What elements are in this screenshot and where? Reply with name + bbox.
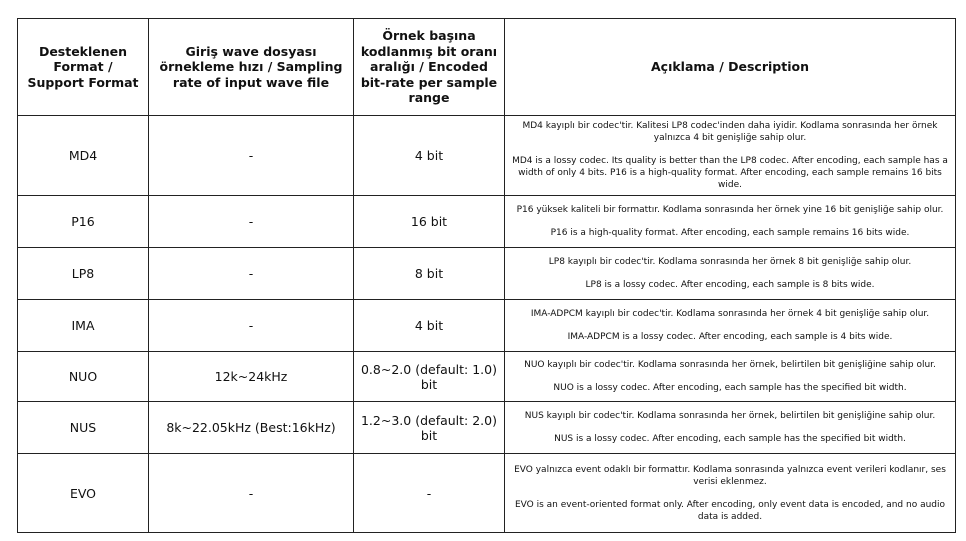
- header-row: [18, 19, 956, 116]
- bit-rate-cell: 1.2~3.0 (default: 2.0) bit: [354, 402, 505, 454]
- header-format: Desteklenen Format / Support Format: [18, 19, 149, 116]
- description-tr: IMA-ADPCM kayıplı bir codec'tir. Kodlama sonrasında her örnek 4 bit genişliğe sahip olur.: [530, 309, 930, 319]
- description-en: LP8 is a lossy codec. After encoding, each sample is 8 bits wide.: [585, 280, 875, 290]
- format-cell: IMA: [18, 300, 149, 352]
- format-cell: NUS: [18, 402, 149, 454]
- sampling-rate-cell: -: [149, 116, 354, 196]
- table-row-nuo: [18, 352, 956, 402]
- format-cell: LP8: [18, 248, 149, 300]
- header-description: Açıklama / Description: [505, 19, 956, 116]
- bit-rate-cell: 8 bit: [354, 248, 505, 300]
- supported-formats-table: [17, 18, 956, 533]
- description-cell: [505, 300, 956, 352]
- sampling-rate-cell: -: [149, 300, 354, 352]
- description-en: EVO is an event-oriented format only. After encoding, only event data is encoded, and no audio data is added.: [514, 499, 946, 522]
- table-row-p16: [18, 196, 956, 248]
- header-bit-rate: Örnek başına kodlanmış bit oranı aralığı / Encoded bit-rate per sample range: [354, 19, 505, 116]
- description-cell: [505, 248, 956, 300]
- description-tr: MD4 kayıplı bir codec'tir. Kalitesi LP8 codec'inden daha iyidir. Kodlama sonrasında her örnek yalnızca 4 bit genişliğe sahip olur.: [522, 121, 938, 143]
- sampling-rate-cell: 12k~24kHz: [149, 352, 354, 402]
- format-cell: P16: [18, 196, 149, 248]
- table-row-ima: [18, 300, 956, 352]
- bit-rate-cell: 16 bit: [354, 196, 505, 248]
- bit-rate-cell: 4 bit: [354, 300, 505, 352]
- description-cell: [505, 454, 956, 533]
- description-en: IMA-ADPCM is a lossy codec. After encoding, each sample is 4 bits wide.: [567, 332, 893, 342]
- format-cell: MD4: [18, 116, 149, 196]
- description-tr: EVO yalnızca event odaklı bir formattır. Kodlama sonrasında yalnızca event verileri kodlanır, ses verisi eklenmez.: [514, 464, 946, 487]
- description-en: P16 is a high-quality format. After encoding, each sample remains 16 bits wide.: [550, 228, 910, 238]
- description-cell: [505, 402, 956, 454]
- sampling-rate-cell: -: [149, 248, 354, 300]
- header-sampling-rate: Giriş wave dosyası örnekleme hızı / Sampling rate of input wave file: [149, 19, 354, 116]
- bit-rate-cell: 0.8~2.0 (default: 1.0) bit: [354, 352, 505, 402]
- description-cell: [505, 352, 956, 402]
- description-tr: P16 yüksek kaliteli bir formattır. Kodlama sonrasında her örnek yine 16 bit genişliğe sahip olur.: [516, 205, 944, 215]
- description-cell: [505, 116, 956, 196]
- description-en: NUS is a lossy codec. After encoding, each sample has the specified bit width.: [554, 434, 906, 444]
- sampling-rate-cell: 8k~22.05kHz (Best:16kHz): [149, 402, 354, 454]
- bit-rate-cell: -: [354, 454, 505, 533]
- description-tr: NUS kayıplı bir codec'tir. Kodlama sonrasında her örnek, belirtilen bit genişliğine sahip olur.: [524, 411, 936, 421]
- sampling-rate-cell: -: [149, 454, 354, 533]
- description-tr: NUO kayıplı bir codec'tir. Kodlama sonrasında her örnek, belirtilen bit genişliğine sahip olur.: [524, 360, 936, 370]
- bit-rate-cell: 4 bit: [354, 116, 505, 196]
- table-row-evo: [18, 454, 956, 533]
- description-en: NUO is a lossy codec. After encoding, each sample has the specified bit width.: [553, 383, 907, 393]
- sampling-rate-cell: -: [149, 196, 354, 248]
- description-en: MD4 is a lossy codec. Its quality is better than the LP8 codec. After encoding, each sample has a width of only 4 bits. P16 is a high-quality format. After encoding, each sample remains 16 bits wide.: [512, 156, 948, 190]
- table-row-md4: [18, 116, 956, 196]
- format-cell: NUO: [18, 352, 149, 402]
- description-tr: LP8 kayıplı bir codec'tir. Kodlama sonrasında her örnek 8 bit genişliğe sahip olur.: [548, 257, 912, 267]
- description-cell: [505, 196, 956, 248]
- table-row-nus: [18, 402, 956, 454]
- format-cell: EVO: [18, 454, 149, 533]
- table-row-lp8: [18, 248, 956, 300]
